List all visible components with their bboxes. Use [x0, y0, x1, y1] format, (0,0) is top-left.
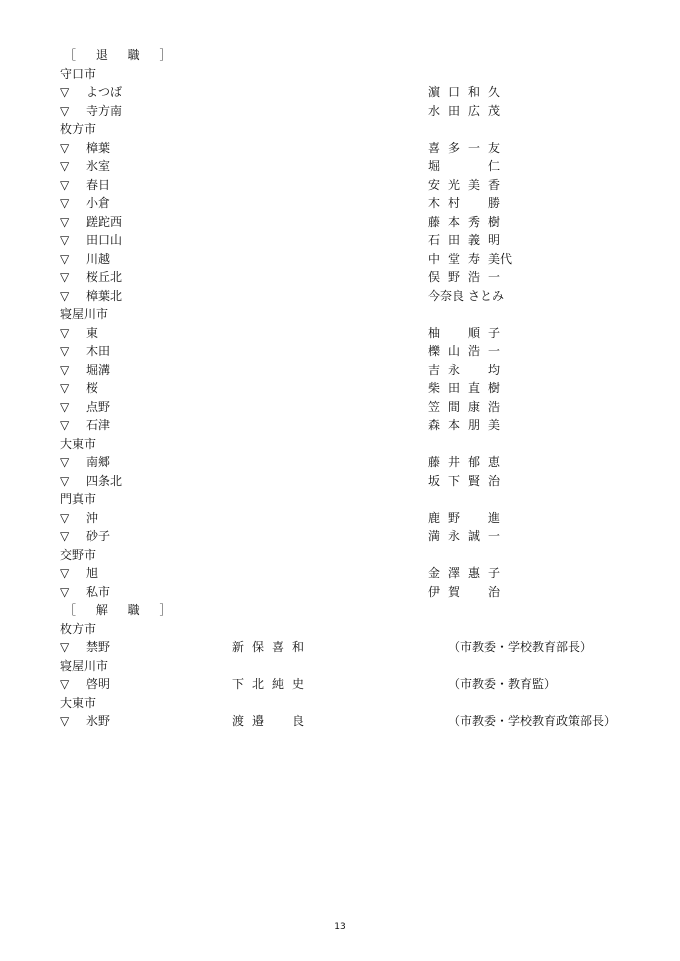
- city-name: 交野市: [60, 547, 97, 562]
- person-name: [428, 250, 513, 269]
- name-char: 朋: [468, 418, 481, 432]
- name-char: 下: [448, 473, 461, 488]
- name-char: 濵: [428, 85, 441, 99]
- name-char: 笠: [428, 399, 441, 414]
- name-char: 間: [448, 399, 461, 414]
- entry-line: [0, 527, 680, 546]
- name-char: 森: [428, 418, 441, 432]
- name-char: 俣: [428, 270, 441, 284]
- school-name: 桜丘北: [86, 270, 123, 284]
- city-line: [0, 546, 680, 565]
- name-char: 村: [448, 196, 461, 210]
- school-name: 旭: [86, 566, 99, 580]
- name-char: 明: [488, 233, 501, 247]
- name-char: 田: [448, 233, 461, 247]
- triangle-marker: ▽: [60, 140, 70, 155]
- entry-line: [0, 194, 680, 213]
- city-name: 寝屋川市: [60, 658, 109, 673]
- triangle-marker: ▽: [60, 196, 70, 210]
- entry-line: [0, 324, 680, 343]
- school-name: よつば: [86, 85, 123, 99]
- name-char: 治: [488, 473, 501, 488]
- triangle-marker: ▽: [60, 529, 70, 543]
- name-char: 友: [488, 140, 501, 155]
- person-name: [428, 379, 508, 398]
- name-char: 水: [428, 103, 441, 118]
- person-name: [428, 324, 508, 343]
- person-name: [428, 287, 508, 306]
- person-name: [428, 583, 508, 602]
- name-char: 本: [448, 214, 461, 229]
- name-char: 誠: [468, 529, 481, 543]
- name-char: 鹿: [428, 510, 441, 525]
- city-line: [0, 305, 680, 324]
- city-name: 門真市: [60, 492, 97, 506]
- name-char: 香: [488, 177, 501, 192]
- name-char: 野: [448, 270, 461, 284]
- entry-line: [0, 583, 680, 602]
- name-char: 山: [448, 344, 461, 358]
- school-name: 堀溝: [86, 362, 111, 377]
- name-char: 美: [468, 177, 481, 192]
- person-name: [428, 194, 508, 213]
- name-char: 美代: [488, 251, 513, 266]
- entry-line: [0, 509, 680, 528]
- triangle-marker: ▽: [60, 362, 70, 377]
- person-name: [428, 361, 508, 380]
- school-name: 東: [86, 325, 99, 340]
- entry-line: [0, 268, 680, 287]
- name-char: 北: [252, 677, 265, 691]
- triangle-marker: ▽: [60, 103, 70, 118]
- name-char: 均: [488, 362, 501, 377]
- school-name: 四条北: [86, 473, 123, 488]
- triangle-marker: ▽: [60, 344, 70, 358]
- name-char: [448, 287, 468, 306]
- triangle-marker: ▽: [60, 566, 70, 580]
- school-name: 南郷: [86, 455, 111, 469]
- triangle-marker: ▽: [60, 177, 70, 192]
- name-char: 保: [252, 640, 265, 654]
- name-char: 和: [292, 640, 305, 654]
- entry-line: [0, 564, 680, 583]
- school-name: 川越: [86, 251, 111, 266]
- city-line: [0, 490, 680, 509]
- name-char: 野: [448, 510, 461, 525]
- person-name: [232, 675, 312, 694]
- name-char: 樹: [488, 214, 501, 229]
- name-char: 子: [488, 325, 501, 340]
- entry-line: [0, 472, 680, 491]
- city-name: 大東市: [60, 695, 97, 710]
- city-line: [0, 120, 680, 139]
- person-name: [428, 176, 508, 195]
- name-char: 美: [488, 418, 501, 432]
- name-char: 堂: [448, 251, 461, 266]
- city-name: 枚方市: [60, 621, 97, 636]
- name-char: 一: [468, 140, 481, 155]
- name-char: 和: [468, 85, 481, 99]
- name-char: 永: [448, 529, 461, 543]
- entry-line: [0, 342, 680, 361]
- name-char: 櫟: [428, 344, 441, 358]
- name-char: 広: [468, 103, 481, 118]
- entry-line: [0, 416, 680, 435]
- person-name: [428, 398, 508, 417]
- name-char: 茂: [488, 103, 501, 118]
- name-char: 進: [488, 510, 501, 525]
- school-name: 砂子: [86, 529, 111, 543]
- city-name: 寝屋川市: [60, 307, 109, 321]
- name-char: さとみ: [468, 288, 505, 303]
- name-char: 藤: [428, 214, 441, 229]
- name-char: 井: [448, 455, 461, 469]
- name-char: 邉: [252, 714, 265, 728]
- triangle-marker: ▽: [60, 473, 70, 488]
- name-char: 澤: [448, 566, 461, 580]
- name-char: 柴: [428, 381, 441, 395]
- person-name: [428, 472, 508, 491]
- triangle-marker: ▽: [60, 640, 70, 654]
- name-char: 木: [428, 196, 441, 210]
- name-char: 順: [468, 325, 481, 340]
- triangle-marker: ▽: [60, 584, 70, 599]
- entry-line: [0, 287, 680, 306]
- city-line: [0, 694, 680, 713]
- triangle-marker: ▽: [60, 325, 70, 340]
- name-char: [468, 157, 488, 176]
- name-char: [468, 509, 488, 528]
- triangle-marker: ▽: [60, 233, 70, 247]
- triangle-marker: ▽: [60, 159, 70, 173]
- name-char: 仁: [488, 159, 501, 173]
- school-name: 点野: [86, 399, 111, 414]
- name-char: 永: [448, 362, 461, 377]
- triangle-marker: ▽: [60, 214, 70, 229]
- entry-line: [0, 176, 680, 195]
- triangle-marker: ▽: [60, 714, 70, 728]
- section-heading: ［ 退 職 ］: [64, 48, 180, 62]
- name-char: 浩: [468, 270, 481, 284]
- name-char: 田: [448, 103, 461, 118]
- name-char: [468, 583, 488, 602]
- section-heading-line: [0, 601, 680, 620]
- city-line: [0, 65, 680, 84]
- school-name: 啓明: [86, 677, 111, 691]
- triangle-marker: ▽: [60, 288, 70, 303]
- name-char: 一: [488, 344, 501, 358]
- name-char: 新: [232, 640, 245, 654]
- school-name: 私市: [86, 584, 111, 599]
- name-char: 本: [448, 418, 461, 432]
- name-char: 勝: [488, 196, 501, 210]
- name-char: 下: [232, 677, 245, 691]
- person-name: [428, 564, 508, 583]
- school-name: 樟葉北: [86, 288, 123, 303]
- name-char: 寿: [468, 251, 481, 266]
- triangle-marker: ▽: [60, 418, 70, 432]
- triangle-marker: ▽: [60, 455, 70, 469]
- person-name: [232, 712, 312, 731]
- section-heading-line: [0, 46, 680, 65]
- entry-line: [0, 379, 680, 398]
- name-char: [448, 324, 468, 343]
- name-char: 良: [292, 714, 305, 728]
- position-note: （市教委・教育監）: [448, 677, 557, 691]
- name-char: 今奈良: [428, 288, 465, 303]
- name-char: 中: [428, 251, 441, 266]
- name-char: [468, 194, 488, 213]
- person-name: [428, 416, 508, 435]
- entry-line: [0, 213, 680, 232]
- person-name: [428, 213, 508, 232]
- name-char: 浩: [468, 344, 481, 358]
- school-name: 沖: [86, 510, 99, 525]
- name-char: 賀: [448, 584, 461, 599]
- name-char: 藤: [428, 455, 441, 469]
- city-line: [0, 435, 680, 454]
- name-char: [468, 361, 488, 380]
- name-char: 郁: [468, 455, 481, 469]
- school-name: 氷室: [86, 159, 111, 173]
- school-name: 蹉跎西: [86, 214, 123, 229]
- person-name: [428, 268, 508, 287]
- name-char: 恵: [488, 455, 501, 469]
- name-char: 喜: [272, 640, 285, 654]
- city-name: 大東市: [60, 436, 97, 451]
- name-char: 多: [448, 140, 461, 155]
- entry-line: [0, 231, 680, 250]
- name-char: 賢: [468, 473, 481, 488]
- name-char: 義: [468, 233, 481, 247]
- name-char: 光: [448, 177, 461, 192]
- entry-line: [0, 361, 680, 380]
- page-number: 13: [334, 922, 346, 932]
- school-name: 氷野: [86, 714, 111, 728]
- name-char: 堀: [428, 159, 441, 173]
- name-char: 直: [468, 381, 481, 395]
- person-name: [232, 638, 312, 657]
- name-char: 秀: [468, 214, 481, 229]
- name-char: 坂: [428, 473, 441, 488]
- name-char: 康: [468, 399, 481, 414]
- city-name: 枚方市: [60, 122, 97, 136]
- person-name: [428, 231, 508, 250]
- person-name: [428, 342, 508, 361]
- entry-line: [0, 453, 680, 472]
- name-char: 喜: [428, 140, 441, 155]
- city-line: [0, 620, 680, 639]
- name-char: 金: [428, 566, 441, 580]
- school-name: 小倉: [86, 196, 111, 210]
- entry-line: [0, 102, 680, 121]
- triangle-marker: ▽: [60, 399, 70, 414]
- name-char: 渡: [232, 714, 245, 728]
- school-name: 石津: [86, 418, 111, 432]
- entry-line: [0, 139, 680, 158]
- person-name: [428, 509, 508, 528]
- section-heading: ［ 解 職 ］: [64, 603, 180, 617]
- entry-line: [0, 250, 680, 269]
- name-char: 子: [488, 566, 501, 580]
- name-char: 純: [272, 677, 285, 691]
- person-name: [428, 527, 508, 546]
- school-name: 田口山: [86, 233, 123, 247]
- name-char: 惠: [468, 566, 481, 580]
- city-line: [0, 657, 680, 676]
- triangle-marker: ▽: [60, 381, 70, 395]
- person-name: [428, 453, 508, 472]
- name-char: 伊: [428, 584, 441, 599]
- person-name: [428, 83, 508, 102]
- triangle-marker: ▽: [60, 85, 70, 99]
- name-char: 一: [488, 270, 501, 284]
- name-char: 久: [488, 85, 501, 99]
- person-name: [428, 157, 508, 176]
- entry-line: [0, 83, 680, 102]
- name-char: 一: [488, 529, 501, 543]
- entry-line: [0, 638, 680, 657]
- name-char: [448, 157, 468, 176]
- position-note: （市教委・学校教育政策部長）: [448, 714, 617, 728]
- name-char: 史: [292, 677, 305, 691]
- school-name: 樟葉: [86, 140, 111, 155]
- triangle-marker: ▽: [60, 510, 70, 525]
- name-char: 満: [428, 529, 441, 543]
- school-name: 禁野: [86, 640, 111, 654]
- name-char: 吉: [428, 362, 441, 377]
- name-char: 田: [448, 381, 461, 395]
- name-char: 柚: [428, 325, 441, 340]
- triangle-marker: ▽: [60, 677, 70, 691]
- name-char: 石: [428, 233, 441, 247]
- name-char: [488, 287, 508, 306]
- school-name: 春日: [86, 177, 111, 192]
- person-name: [428, 102, 508, 121]
- triangle-marker: ▽: [60, 251, 70, 266]
- person-name: [428, 139, 508, 158]
- name-char: [272, 712, 292, 731]
- school-name: 寺方南: [86, 103, 123, 118]
- name-char: 安: [428, 177, 441, 192]
- name-char: 口: [448, 85, 461, 99]
- school-name: 桜: [86, 381, 99, 395]
- entry-line: [0, 675, 680, 694]
- school-name: 木田: [86, 344, 111, 358]
- name-char: 樹: [488, 381, 501, 395]
- entry-line: [0, 712, 680, 731]
- city-name: 守口市: [60, 66, 97, 81]
- position-note: （市教委・学校教育部長）: [448, 640, 593, 654]
- triangle-marker: ▽: [60, 270, 70, 284]
- name-char: 浩: [488, 399, 501, 414]
- entry-line: [0, 398, 680, 417]
- name-char: 治: [488, 584, 501, 599]
- entry-line: [0, 157, 680, 176]
